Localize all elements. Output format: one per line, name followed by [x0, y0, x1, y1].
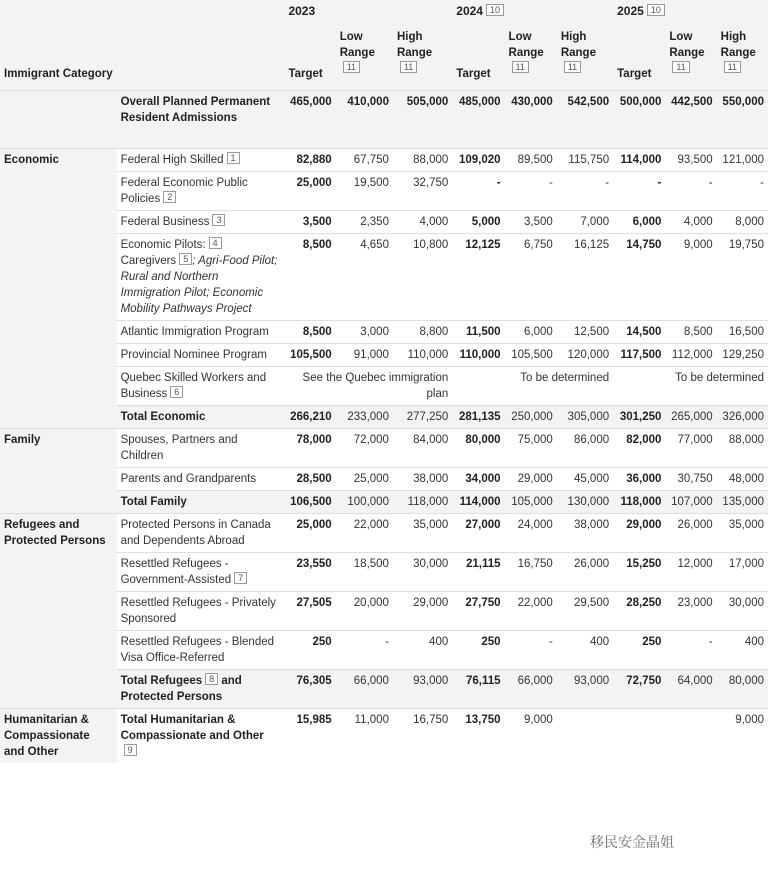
target-2025-header: Target	[613, 26, 665, 90]
value-cell: 38,000	[557, 513, 613, 552]
value-cell: 8,500	[665, 320, 716, 343]
value-cell: 80,000	[452, 428, 504, 467]
value-cell: 5,000	[452, 210, 504, 233]
value-cell: 3,000	[336, 320, 393, 343]
value-cell: 64,000	[665, 669, 716, 708]
value-cell: 110,000	[393, 343, 452, 366]
value-cell: 105,500	[505, 343, 557, 366]
footnote-9-link[interactable]: 9	[124, 744, 137, 756]
value-cell: 13,750	[452, 708, 504, 763]
value-cell: 7,000	[557, 210, 613, 233]
value-cell: 115,750	[557, 148, 613, 171]
value-cell: 66,000	[505, 669, 557, 708]
value-cell: -	[613, 171, 665, 210]
value-cell: 28,250	[613, 591, 665, 630]
empty-category-cell	[0, 90, 117, 148]
value-cell: 114,000	[452, 490, 504, 513]
value-cell: 500,000	[613, 90, 665, 148]
value-cell: 45,000	[557, 467, 613, 490]
value-cell	[665, 708, 716, 763]
table-header	[0, 0, 768, 90]
value-cell: 29,000	[505, 467, 557, 490]
value-cell: 91,000	[336, 343, 393, 366]
value-cell: 38,000	[393, 467, 452, 490]
value-cell: 265,000	[665, 405, 716, 428]
value-cell: 11,000	[336, 708, 393, 763]
high-range-2025-header: High Range 11	[717, 26, 768, 90]
value-cell: 80,000	[717, 669, 768, 708]
value-cell: 17,000	[717, 552, 768, 591]
value-cell: -	[557, 171, 613, 210]
value-cell: 107,000	[665, 490, 716, 513]
row-label: Resettled Refugees - Blended Visa Office-Referred	[117, 630, 285, 669]
watermark: 移民安金晶姐	[590, 834, 674, 850]
row-label: Federal High Skilled 1	[117, 148, 285, 171]
value-cell: 465,000	[284, 90, 335, 148]
value-cell: 130,000	[557, 490, 613, 513]
value-cell: 19,750	[717, 233, 768, 320]
value-cell: 36,000	[613, 467, 665, 490]
value-cell: 121,000	[717, 148, 768, 171]
footnote-5-link[interactable]: 5	[179, 253, 192, 265]
value-cell: 16,500	[717, 320, 768, 343]
value-cell: 105,000	[505, 490, 557, 513]
value-cell: 88,000	[393, 148, 452, 171]
value-cell: 22,000	[336, 513, 393, 552]
footnote-7-link[interactable]: 7	[234, 572, 247, 584]
value-cell: -	[505, 630, 557, 669]
value-cell: 8,500	[284, 320, 335, 343]
category-economic: Economic	[0, 148, 117, 428]
value-cell: 129,250	[717, 343, 768, 366]
row-label: Parents and Grandparents	[117, 467, 285, 490]
footnote-10-link[interactable]: 10	[647, 4, 665, 16]
value-cell: 27,750	[452, 591, 504, 630]
value-cell: 9,000	[665, 233, 716, 320]
value-cell: 3,500	[505, 210, 557, 233]
low-range-2023-header: Low Range 11	[336, 26, 393, 90]
value-cell: 93,500	[665, 148, 716, 171]
value-cell: 78,000	[284, 428, 335, 467]
high-range-2024-header: High Range 11	[557, 26, 613, 90]
value-cell: 542,500	[557, 90, 613, 148]
value-cell: 75,000	[505, 428, 557, 467]
footnote-6-link[interactable]: 6	[170, 386, 183, 398]
value-cell: 30,750	[665, 467, 716, 490]
table-row	[0, 428, 768, 467]
value-cell: 250	[284, 630, 335, 669]
value-cell: 400	[717, 630, 768, 669]
value-cell: 16,125	[557, 233, 613, 320]
high-range-2023-header: High Range 11	[393, 26, 452, 90]
value-cell: 24,000	[505, 513, 557, 552]
value-cell: 8,800	[393, 320, 452, 343]
footnote-8-link[interactable]: 8	[205, 673, 218, 685]
value-cell: 18,500	[336, 552, 393, 591]
value-cell: 109,020	[452, 148, 504, 171]
quebec-note-2023: See the Quebec immigration plan	[284, 366, 452, 405]
value-cell: 35,000	[717, 513, 768, 552]
row-label: Protected Persons in Canada and Dependents Abroad	[117, 513, 285, 552]
category-refugees: Refugees and Protected Persons	[0, 513, 117, 708]
row-label: Spouses, Partners and Children	[117, 428, 285, 467]
value-cell: 12,000	[665, 552, 716, 591]
value-cell: 27,505	[284, 591, 335, 630]
year-2025-header: 2025 10	[613, 0, 768, 26]
value-cell: 25,000	[284, 171, 335, 210]
immigrant-category-header: Immigrant Category	[0, 0, 284, 90]
value-cell: 400	[393, 630, 452, 669]
low-range-2025-header: Low Range 11	[665, 26, 716, 90]
value-cell: 35,000	[393, 513, 452, 552]
value-cell: 118,000	[393, 490, 452, 513]
value-cell	[613, 708, 665, 763]
value-cell: 29,500	[557, 591, 613, 630]
value-cell: 410,000	[336, 90, 393, 148]
value-cell: 114,000	[613, 148, 665, 171]
value-cell: 266,210	[284, 405, 335, 428]
category-family: Family	[0, 428, 117, 513]
value-cell: 14,500	[613, 320, 665, 343]
value-cell: 72,000	[336, 428, 393, 467]
value-cell: 23,550	[284, 552, 335, 591]
value-cell: 2,350	[336, 210, 393, 233]
value-cell: 135,000	[717, 490, 768, 513]
value-cell: 250,000	[505, 405, 557, 428]
table-row	[0, 708, 768, 763]
value-cell: 8,000	[717, 210, 768, 233]
quebec-note-2024: To be determined	[452, 366, 613, 405]
value-cell: 110,000	[452, 343, 504, 366]
value-cell: 250	[452, 630, 504, 669]
value-cell: 118,000	[613, 490, 665, 513]
value-cell: 30,000	[393, 552, 452, 591]
value-cell: -	[505, 171, 557, 210]
low-range-2024-header: Low Range 11	[505, 26, 557, 90]
quebec-note-2025: To be determined	[613, 366, 768, 405]
footnote-4-link[interactable]: 4	[209, 237, 222, 249]
value-cell: 86,000	[557, 428, 613, 467]
value-cell: 10,800	[393, 233, 452, 320]
value-cell: 34,000	[452, 467, 504, 490]
value-cell: 14,750	[613, 233, 665, 320]
value-cell: 277,250	[393, 405, 452, 428]
category-humanitarian: Humanitarian & Compassionate and Other	[0, 708, 117, 763]
value-cell: 106,500	[284, 490, 335, 513]
footnote-11-link[interactable]: 11	[343, 61, 360, 73]
row-label: Economic Pilots: 4 Caregivers 5 ; Agri-Food Pilot; Rural and Northern Immigration Pilot; Economic Mobility Pathways Project	[117, 233, 285, 320]
value-cell: 16,750	[393, 708, 452, 763]
value-cell: 12,500	[557, 320, 613, 343]
value-cell: -	[452, 171, 504, 210]
total-refugees-label: Total Refugees 8 and Protected Persons	[117, 669, 285, 708]
row-label: Quebec Skilled Workers and Business 6	[117, 366, 285, 405]
value-cell: 112,000	[665, 343, 716, 366]
footnote-11-link[interactable]: 11	[672, 61, 689, 73]
value-cell: 301,250	[613, 405, 665, 428]
value-cell: 72,750	[613, 669, 665, 708]
row-label: Resettled Refugees - Government-Assisted 7	[117, 552, 285, 591]
value-cell: 29,000	[393, 591, 452, 630]
value-cell: 442,500	[665, 90, 716, 148]
footnote-2-link[interactable]: 2	[163, 191, 176, 203]
value-cell: 485,000	[452, 90, 504, 148]
row-label: Atlantic Immigration Program	[117, 320, 285, 343]
value-cell: 4,000	[665, 210, 716, 233]
value-cell: 26,000	[665, 513, 716, 552]
value-cell	[557, 708, 613, 763]
footnote-10-link[interactable]: 10	[486, 4, 504, 16]
value-cell: 9,000	[505, 708, 557, 763]
row-label: Provincial Nominee Program	[117, 343, 285, 366]
target-2024-header: Target	[452, 26, 504, 90]
value-cell: 19,500	[336, 171, 393, 210]
value-cell: 84,000	[393, 428, 452, 467]
table-row	[0, 148, 768, 171]
target-2023-header: Target	[284, 26, 335, 90]
value-cell: 117,500	[613, 343, 665, 366]
value-cell: 400	[557, 630, 613, 669]
year-2024-header: 2024 10	[452, 0, 613, 26]
value-cell: 20,000	[336, 591, 393, 630]
value-cell: -	[336, 630, 393, 669]
value-cell: 76,305	[284, 669, 335, 708]
value-cell: 89,500	[505, 148, 557, 171]
value-cell: -	[717, 171, 768, 210]
value-cell: 76,115	[452, 669, 504, 708]
value-cell: 93,000	[393, 669, 452, 708]
value-cell: 15,985	[284, 708, 335, 763]
footnote-11-link[interactable]: 11	[512, 61, 529, 73]
value-cell: 21,115	[452, 552, 504, 591]
value-cell: 6,750	[505, 233, 557, 320]
value-cell: 32,750	[393, 171, 452, 210]
value-cell: 16,750	[505, 552, 557, 591]
value-cell: 29,000	[613, 513, 665, 552]
table-body	[0, 90, 768, 763]
value-cell: -	[665, 171, 716, 210]
value-cell: 4,650	[336, 233, 393, 320]
overall-label: Overall Planned Permanent Resident Admissions	[117, 90, 285, 148]
value-cell: 281,135	[452, 405, 504, 428]
value-cell: 82,880	[284, 148, 335, 171]
row-label: Federal Business 3	[117, 210, 285, 233]
value-cell: 100,000	[336, 490, 393, 513]
value-cell: 30,000	[717, 591, 768, 630]
value-cell: 15,250	[613, 552, 665, 591]
value-cell: 505,000	[393, 90, 452, 148]
footnote-11-link[interactable]: 11	[400, 61, 417, 73]
table-row	[0, 513, 768, 552]
value-cell: 305,000	[557, 405, 613, 428]
value-cell: 105,500	[284, 343, 335, 366]
footnote-1-link[interactable]: 1	[227, 152, 240, 164]
value-cell: 23,000	[665, 591, 716, 630]
value-cell: 9,000	[717, 708, 768, 763]
value-cell: 27,000	[452, 513, 504, 552]
footnote-11-link[interactable]: 11	[724, 61, 741, 73]
value-cell: 82,000	[613, 428, 665, 467]
value-cell: 48,000	[717, 467, 768, 490]
value-cell: 4,000	[393, 210, 452, 233]
row-label: Federal Economic Public Policies 2	[117, 171, 285, 210]
value-cell: 66,000	[336, 669, 393, 708]
total-humanitarian-label: Total Humanitarian & Compassionate and Other 9	[117, 708, 285, 763]
value-cell: 120,000	[557, 343, 613, 366]
value-cell: 22,000	[505, 591, 557, 630]
value-cell: 88,000	[717, 428, 768, 467]
total-economic-label: Total Economic	[117, 405, 285, 428]
value-cell: 67,750	[336, 148, 393, 171]
value-cell: 77,000	[665, 428, 716, 467]
table-row	[0, 90, 768, 148]
footnote-3-link[interactable]: 3	[212, 214, 225, 226]
value-cell: 3,500	[284, 210, 335, 233]
value-cell: 233,000	[336, 405, 393, 428]
value-cell: 550,000	[717, 90, 768, 148]
row-label: Resettled Refugees - Privately Sponsored	[117, 591, 285, 630]
value-cell: 25,000	[336, 467, 393, 490]
value-cell: 25,000	[284, 513, 335, 552]
value-cell: 250	[613, 630, 665, 669]
value-cell: 28,500	[284, 467, 335, 490]
total-family-label: Total Family	[117, 490, 285, 513]
value-cell: 8,500	[284, 233, 335, 320]
value-cell: 326,000	[717, 405, 768, 428]
value-cell: -	[665, 630, 716, 669]
value-cell: 6,000	[505, 320, 557, 343]
value-cell: 11,500	[452, 320, 504, 343]
footnote-11-link[interactable]: 11	[564, 61, 581, 73]
value-cell: 6,000	[613, 210, 665, 233]
value-cell: 430,000	[505, 90, 557, 148]
year-2023-header: 2023	[284, 0, 452, 26]
value-cell: 93,000	[557, 669, 613, 708]
value-cell: 26,000	[557, 552, 613, 591]
value-cell: 12,125	[452, 233, 504, 320]
